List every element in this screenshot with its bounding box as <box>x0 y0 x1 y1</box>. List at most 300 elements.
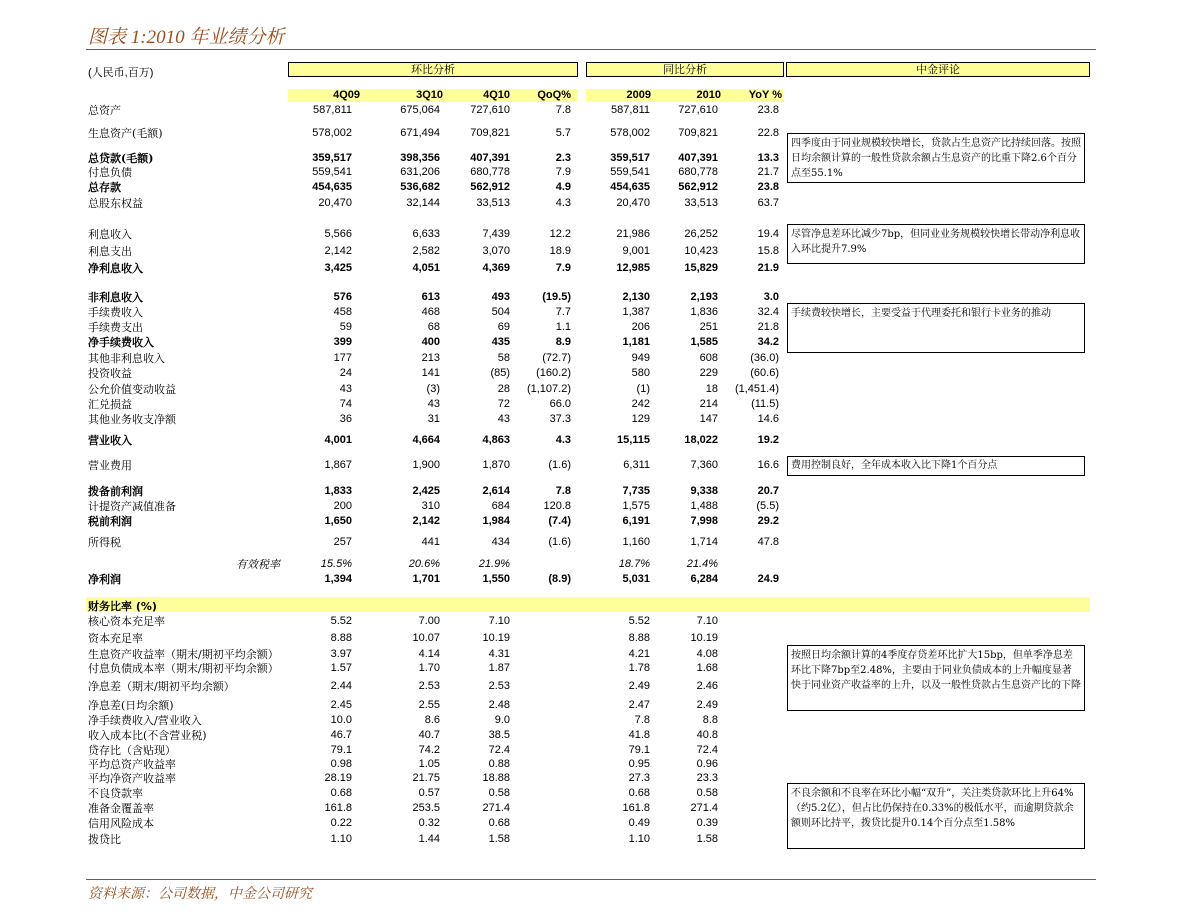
cell-value: 3.0 <box>763 291 779 303</box>
col-header-qoq: QoQ% <box>537 89 571 101</box>
row-label: 核心资本充足率 <box>88 615 165 628</box>
table-row <box>88 306 788 319</box>
cell-value: 2.46 <box>696 680 718 692</box>
cell-value: 23.8 <box>757 104 779 116</box>
cell-value: 536,682 <box>400 181 440 193</box>
cell-value: 1.87 <box>488 662 510 674</box>
comment-box-nii: 尽管净息差环比减少7bp，但同业业务规模较快增长带动净利息收入环比提升7.9% <box>787 224 1085 264</box>
cell-value: 587,811 <box>313 104 352 116</box>
cell-value: 15,829 <box>684 262 718 274</box>
row-label: 营业费用 <box>88 459 132 472</box>
table-row <box>88 573 788 586</box>
cell-value: 4.14 <box>418 648 440 660</box>
cell-value: 2,193 <box>690 291 718 303</box>
cell-value: (1) <box>636 383 650 395</box>
col-header-band-yoy <box>586 89 784 102</box>
col-header-3q10: 3Q10 <box>416 89 443 101</box>
cell-value: 578,002 <box>610 127 650 139</box>
row-label: 净利润 <box>88 573 121 586</box>
cell-value: 15.5% <box>320 558 352 570</box>
row-label: 总股东权益 <box>88 197 143 210</box>
cell-value: 434 <box>491 536 510 548</box>
row-label: 净息差（期末/期初平均余额） <box>88 680 235 693</box>
cell-value: 0.88 <box>488 758 510 770</box>
table-row <box>88 245 788 258</box>
cell-value: 2.3 <box>555 152 571 164</box>
cell-value: (1,451.4) <box>734 383 779 395</box>
cell-value: 177 <box>333 352 352 364</box>
cell-value: 4.9 <box>555 181 571 193</box>
cell-value: 200 <box>333 500 352 512</box>
row-label: 非利息收入 <box>88 291 143 304</box>
cell-value: 229 <box>699 367 718 379</box>
page-title: 图表 1:2010 年业绩分析 <box>88 27 285 48</box>
cell-value: 59 <box>339 321 352 333</box>
cell-value: 271.4 <box>690 802 718 814</box>
cell-value: 15,115 <box>616 434 650 446</box>
cell-value: 10.19 <box>690 632 718 644</box>
table-row <box>88 228 788 241</box>
cell-value: 9,338 <box>690 485 718 497</box>
cell-value: 727,610 <box>470 104 510 116</box>
cell-value: 0.57 <box>418 787 440 799</box>
cell-value: 608 <box>699 352 718 364</box>
cell-value: 79.1 <box>330 744 352 756</box>
table-row <box>88 714 788 727</box>
table-row <box>88 817 788 830</box>
ratio-section-band <box>86 597 1090 612</box>
cell-value: 33,513 <box>684 197 718 209</box>
comment-box-balance: 四季度由于同业规模较快增长，贷款占生息资产比持续回落。按照日均余额计算的一般性贷款余额占生息资产的比重下降2.6个百分点至55.1% <box>787 133 1085 183</box>
row-label: 手续费支出 <box>88 321 143 334</box>
cell-value: 21,986 <box>616 228 650 240</box>
cell-value: 6,191 <box>622 515 650 527</box>
cell-value: (8.9) <box>548 573 571 585</box>
table-row <box>88 321 788 334</box>
row-label: 利息支出 <box>88 245 132 258</box>
group-header-yoy: 同比分析 <box>586 62 784 77</box>
cell-value: 2.44 <box>330 680 352 692</box>
cell-value: 1.44 <box>418 833 440 845</box>
cell-value: 43 <box>427 398 440 410</box>
table-row <box>88 558 788 571</box>
cell-value: 1,387 <box>622 306 650 318</box>
cell-value: 435 <box>491 336 510 348</box>
row-label: 投资收益 <box>88 367 132 380</box>
cell-value: 578,002 <box>312 127 352 139</box>
table-row <box>88 367 788 380</box>
cell-value: 559,541 <box>312 166 352 178</box>
cell-value: 4,664 <box>412 434 440 446</box>
row-label: 有效税率 <box>236 558 280 571</box>
row-label: 信用风险成本 <box>88 817 154 830</box>
table-row <box>88 352 788 365</box>
cell-value: 1.58 <box>488 833 510 845</box>
cell-value: 7.9 <box>555 166 571 178</box>
cell-value: 407,391 <box>678 152 718 164</box>
row-label: 生息资产收益率（期末/期初平均余额） <box>88 648 279 661</box>
cell-value: 40.8 <box>696 729 718 741</box>
cell-value: 10.19 <box>482 632 510 644</box>
cell-value: 0.58 <box>488 787 510 799</box>
cell-value: 0.95 <box>628 758 650 770</box>
cell-value: 7,735 <box>622 485 650 497</box>
table-row <box>88 291 788 304</box>
cell-value: 2.55 <box>418 699 440 711</box>
cell-value: 1.68 <box>696 662 718 674</box>
cell-value: 46.7 <box>330 729 352 741</box>
row-label: 生息资产(毛额) <box>88 127 163 140</box>
cell-value: 20,470 <box>318 197 352 209</box>
cell-value: 33,513 <box>476 197 510 209</box>
cell-value: 2.53 <box>418 680 440 692</box>
row-label: 其他非利息收入 <box>88 352 165 365</box>
table-row <box>88 729 788 742</box>
row-label: 贷存比（含贴现） <box>88 744 176 757</box>
cell-value: 576 <box>333 291 352 303</box>
cell-value: 16.6 <box>757 459 779 471</box>
table-row <box>88 398 788 411</box>
table-row <box>88 787 788 800</box>
cell-value: 8.88 <box>330 632 352 644</box>
cell-value: 2,425 <box>412 485 440 497</box>
cell-value: 27.3 <box>628 772 650 784</box>
cell-value: 2,130 <box>622 291 650 303</box>
cell-value: 21.7 <box>757 166 779 178</box>
table-row <box>88 383 788 396</box>
table-row <box>88 802 788 815</box>
cell-value: (1.6) <box>548 459 571 471</box>
cell-value: 4,051 <box>412 262 440 274</box>
cell-value: 29.2 <box>757 515 779 527</box>
cell-value: 7,998 <box>690 515 718 527</box>
comment-box-cost: 费用控制良好，全年成本收入比下降1个百分点 <box>787 456 1085 476</box>
cell-value: 1.1 <box>555 321 571 333</box>
row-label: 计提资产减值准备 <box>88 500 176 513</box>
cell-value: 0.98 <box>330 758 352 770</box>
cell-value: 1,833 <box>324 485 352 497</box>
cell-value: 5.7 <box>555 127 571 139</box>
cell-value: 1,870 <box>482 459 510 471</box>
cell-value: 559,541 <box>610 166 650 178</box>
row-label: 总贷款(毛额) <box>88 152 154 165</box>
cell-value: 66.0 <box>549 398 571 410</box>
row-label: 净手续费收入/营业收入 <box>88 714 202 727</box>
cell-value: 1,900 <box>412 459 440 471</box>
cell-value: 10,423 <box>684 245 718 257</box>
cell-value: 0.58 <box>696 787 718 799</box>
cell-value: 4,863 <box>482 434 510 446</box>
cell-value: 8.8 <box>702 714 718 726</box>
cell-value: 18.88 <box>482 772 510 784</box>
cell-value: 214 <box>699 398 718 410</box>
cell-value: 727,610 <box>678 104 718 116</box>
cell-value: 23.8 <box>757 181 779 193</box>
cell-value: (1,107.2) <box>526 383 571 395</box>
cell-value: 43 <box>339 383 352 395</box>
cell-value: 18.7% <box>618 558 650 570</box>
group-header-qoq: 环比分析 <box>288 62 578 77</box>
cell-value: 680,778 <box>470 166 510 178</box>
row-label: 付息负债 <box>88 166 132 179</box>
cell-value: 562,912 <box>678 181 718 193</box>
cell-value: 4.08 <box>696 648 718 660</box>
cell-value: 10.07 <box>412 632 440 644</box>
cell-value: 1.10 <box>330 833 352 845</box>
row-label: 拨贷比 <box>88 833 121 846</box>
table-row <box>88 152 788 165</box>
row-label: 汇兑损益 <box>88 398 132 411</box>
cell-value: 28 <box>497 383 510 395</box>
cell-value: 36 <box>339 413 352 425</box>
table-row <box>88 434 788 447</box>
row-label: 公允价值变动收益 <box>88 383 176 396</box>
cell-value: 1,550 <box>482 573 510 585</box>
col-header-4q10: 4Q10 <box>483 89 510 101</box>
cell-value: 684 <box>491 500 510 512</box>
cell-value: 493 <box>491 291 510 303</box>
cell-value: 7.00 <box>418 615 440 627</box>
cell-value: 5.52 <box>330 615 352 627</box>
row-label: 资本充足率 <box>88 632 143 645</box>
table-row <box>88 632 788 645</box>
cell-value: 468 <box>421 306 440 318</box>
table-row <box>88 615 788 628</box>
cell-value: 4,369 <box>482 262 510 274</box>
row-label: 总资产 <box>88 104 121 117</box>
table-row <box>88 648 788 661</box>
cell-value: 41.8 <box>628 729 650 741</box>
cell-value: 1.58 <box>696 833 718 845</box>
cell-value: 1,867 <box>324 459 352 471</box>
cell-value: 161.8 <box>324 802 352 814</box>
cell-value: (3) <box>426 383 440 395</box>
cell-value: 6,284 <box>690 573 718 585</box>
cell-value: 359,517 <box>312 152 352 164</box>
cell-value: 10.0 <box>330 714 352 726</box>
cell-value: 5,031 <box>622 573 650 585</box>
cell-value: 4.3 <box>555 434 571 446</box>
cell-value: 7.10 <box>696 615 718 627</box>
row-label: 净息差(日均余额) <box>88 699 174 712</box>
cell-value: 4.21 <box>628 648 650 660</box>
cell-value: (72.7) <box>542 352 571 364</box>
cell-value: 9,001 <box>622 245 650 257</box>
cell-value: 43 <box>497 413 510 425</box>
cell-value: 26,252 <box>684 228 718 240</box>
cell-value: 69 <box>497 321 510 333</box>
cell-value: 24.9 <box>757 573 779 585</box>
cell-value: 0.68 <box>488 817 510 829</box>
cell-value: 161.8 <box>622 802 650 814</box>
table-row <box>88 262 788 275</box>
cell-value: 399 <box>333 336 352 348</box>
cell-value: 271.4 <box>482 802 510 814</box>
cell-value: 2.45 <box>330 699 352 711</box>
comment-box-fee: 手续费较快增长，主要受益于代理委托和银行卡业务的推动 <box>787 303 1085 353</box>
table-row <box>88 181 788 194</box>
cell-value: 58 <box>497 352 510 364</box>
cell-value: 1,701 <box>412 573 440 585</box>
cell-value: 613 <box>421 291 440 303</box>
table-row <box>88 662 788 675</box>
cell-value: 310 <box>421 500 440 512</box>
cell-value: 7,360 <box>690 459 718 471</box>
cell-value: 14.6 <box>757 413 779 425</box>
cell-value: 1,714 <box>690 536 718 548</box>
cell-value: 206 <box>631 321 650 333</box>
table-row <box>88 336 788 349</box>
cell-value: 7.8 <box>555 104 571 116</box>
cell-value: 251 <box>699 321 718 333</box>
cell-value: 1,836 <box>690 306 718 318</box>
cell-value: 580 <box>631 367 650 379</box>
cell-value: 21.75 <box>412 772 440 784</box>
cell-value: 8.9 <box>555 336 571 348</box>
row-label: 收入成本比(不含营业税) <box>88 729 207 742</box>
cell-value: 18.9 <box>549 245 571 257</box>
source-note: 资料来源：公司数据，中金公司研究 <box>88 887 312 902</box>
cell-value: 0.49 <box>628 817 650 829</box>
cell-value: 242 <box>631 398 650 410</box>
cell-value: 631,206 <box>400 166 440 178</box>
cell-value: 2,582 <box>412 245 440 257</box>
cell-value: 1,575 <box>622 500 650 512</box>
cell-value: 671,494 <box>400 127 440 139</box>
cell-value: 1.05 <box>418 758 440 770</box>
cell-value: 709,821 <box>678 127 718 139</box>
cell-value: 37.3 <box>549 413 571 425</box>
cell-value: 2,614 <box>482 485 510 497</box>
cell-value: 2.48 <box>488 699 510 711</box>
cell-value: 23.3 <box>696 772 718 784</box>
table-row <box>88 166 788 179</box>
footer-divider <box>86 879 1096 880</box>
cell-value: 34.2 <box>757 336 779 348</box>
cell-value: 7.10 <box>488 615 510 627</box>
table-row <box>88 413 788 426</box>
cell-value: 0.68 <box>628 787 650 799</box>
cell-value: 19.4 <box>757 228 779 240</box>
cell-value: 7.8 <box>555 485 571 497</box>
cell-value: 675,064 <box>400 104 440 116</box>
cell-value: 0.39 <box>696 817 718 829</box>
cell-value: 18,022 <box>684 434 718 446</box>
cell-value: 4,001 <box>324 434 352 446</box>
cell-value: (36.0) <box>750 352 779 364</box>
cell-value: 21.9% <box>478 558 510 570</box>
cell-value: 949 <box>631 352 650 364</box>
title-divider <box>86 49 1096 50</box>
cell-value: 400 <box>421 336 440 348</box>
row-label: 净利息收入 <box>88 262 143 275</box>
row-label: 利息收入 <box>88 228 132 241</box>
cell-value: 2,142 <box>324 245 352 257</box>
cell-value: 1.70 <box>418 662 440 674</box>
col-header-yoy: YoY % <box>748 89 782 101</box>
cell-value: 253.5 <box>412 802 440 814</box>
col-header-band-qoq <box>288 89 578 102</box>
cell-value: 32,144 <box>406 197 440 209</box>
cell-value: 2,142 <box>412 515 440 527</box>
cell-value: 3,070 <box>482 245 510 257</box>
cell-value: 8.88 <box>628 632 650 644</box>
table-row <box>88 772 788 785</box>
cell-value: (60.6) <box>750 367 779 379</box>
cell-value: 709,821 <box>470 127 510 139</box>
cell-value: 4.31 <box>488 648 510 660</box>
cell-value: 0.22 <box>330 817 352 829</box>
cell-value: 5,566 <box>324 228 352 240</box>
cell-value: 1.57 <box>330 662 352 674</box>
row-label: 不良贷款率 <box>88 787 143 800</box>
cell-value: 407,391 <box>470 152 510 164</box>
table-row <box>88 485 788 498</box>
cell-value: 38.5 <box>488 729 510 741</box>
row-label: 营业收入 <box>88 434 132 447</box>
cell-value: 1,984 <box>482 515 510 527</box>
cell-value: 20,470 <box>616 197 650 209</box>
cell-value: 3.97 <box>330 648 352 660</box>
cell-value: 20.7 <box>757 485 779 497</box>
cell-value: 19.2 <box>757 434 779 446</box>
cell-value: (5.5) <box>756 500 779 512</box>
row-label: 总存款 <box>88 181 121 194</box>
table-row <box>88 515 788 528</box>
cell-value: 7.7 <box>555 306 571 318</box>
cell-value: 5.52 <box>628 615 650 627</box>
cell-value: (160.2) <box>536 367 571 379</box>
cell-value: 74 <box>339 398 352 410</box>
row-label: 准备金覆盖率 <box>88 802 154 815</box>
table-row <box>88 744 788 757</box>
cell-value: 257 <box>333 536 352 548</box>
cell-value: (1.6) <box>548 536 571 548</box>
table-row <box>88 104 788 117</box>
cell-value: (85) <box>490 367 510 379</box>
cell-value: 562,912 <box>470 181 510 193</box>
row-label: 拨备前利润 <box>88 485 143 498</box>
cell-value: 4.3 <box>555 197 571 209</box>
cell-value: 6,633 <box>412 228 440 240</box>
table-row <box>88 758 788 771</box>
cell-value: 7.8 <box>634 714 650 726</box>
col-header-2010: 2010 <box>696 89 721 101</box>
cell-value: 12.2 <box>549 228 571 240</box>
table-row <box>88 500 788 513</box>
cell-value: 2.49 <box>696 699 718 711</box>
cell-value: 458 <box>333 306 352 318</box>
table-row <box>88 699 788 712</box>
ratio-section-label: 财务比率 (%) <box>88 600 157 613</box>
cell-value: 1,160 <box>622 536 650 548</box>
cell-value: 1.78 <box>628 662 650 674</box>
cell-value: 13.3 <box>757 152 779 164</box>
cell-value: 359,517 <box>610 152 650 164</box>
cell-value: 74.2 <box>418 744 440 756</box>
row-label: 税前利润 <box>88 515 132 528</box>
cell-value: 15.8 <box>757 245 779 257</box>
cell-value: 63.7 <box>757 197 779 209</box>
cell-value: 1,650 <box>324 515 352 527</box>
row-label: 平均净资产收益率 <box>88 772 176 785</box>
cell-value: 8.6 <box>424 714 440 726</box>
cell-value: 79.1 <box>628 744 650 756</box>
cell-value: 147 <box>699 413 718 425</box>
cell-value: 9.0 <box>494 714 510 726</box>
table-row <box>88 833 788 846</box>
cell-value: 72 <box>497 398 510 410</box>
